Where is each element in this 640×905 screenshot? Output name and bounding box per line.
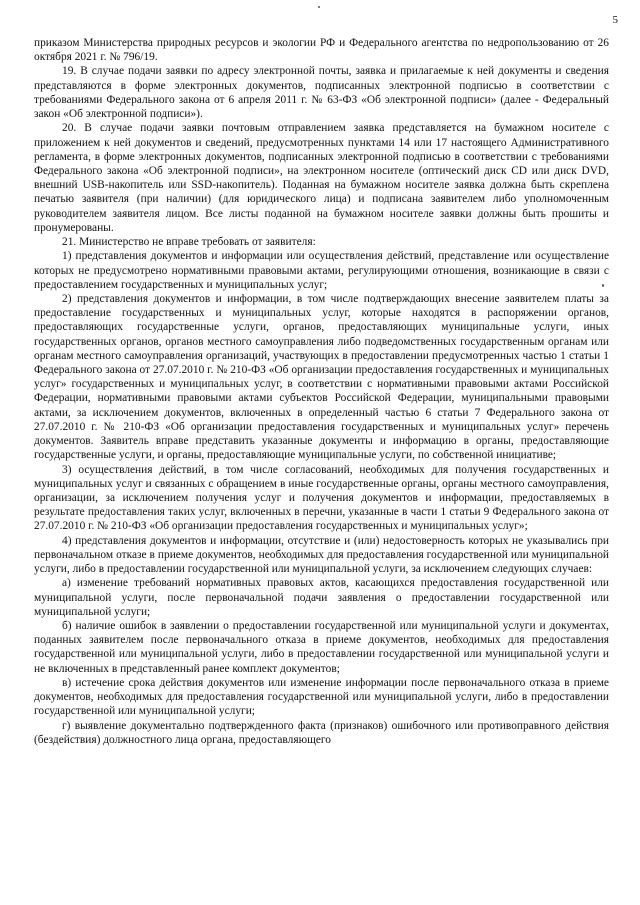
page-number: 5 xyxy=(612,14,618,26)
list-item-1: 1) представления документов и информации или осуществления действий, представление или осуществление которых не предусмотрено нормативными правовыми актами, регулирующими отношения, возникающие в связи с предоставлением государственных и муниципальных услуг; xyxy=(34,250,609,291)
paragraph-19: 19. В случае подачи заявки по адресу электронной почты, заявка и прилагаемые к ней документы и сведения представляются в форме электронных документов, подписанных электронной подписью в соответствии с требованиями Федерального закона от 6 апреля 2011 г. № 63-ФЗ «Об электронной подписи» (далее - Федеральный закон «Об электронной подписи»). xyxy=(34,65,609,121)
sub-item-a: а) изменение требований нормативных правовых актов, касающихся предоставления государственной или муниципальной услуги, после первоначальной подачи заявления о предоставлении государственной или муниципальной услуги; xyxy=(34,577,609,618)
sub-item-v: в) истечение срока действия документов или изменение информации после первоначального отказа в приеме документов, необходимых для предоставления государственной или муниципальной услуги, либо в предоставлении государственной или муниципальной услуги; xyxy=(34,676,609,718)
sub-item-g: г) выявление документально подтвержденного факта (признаков) ошибочного или противоправного действия (бездействия) должностного лица органа, предоставляющего xyxy=(34,719,609,746)
paragraph-continuation: приказом Министерства природных ресурсов и экологии РФ и Федерального агентства по недропользованию от 26 октября 2021 г. № 796/19. xyxy=(34,37,609,64)
sub-item-b: б) наличие ошибок в заявлении о предоставлении государственной или муниципальной услуги и документах, поданных заявителем после первоначального отказа в приеме документов, необходимых для предоставления государственной или муниципальной услуги, либо в предоставлении государственной или муниципальной услуги и не включенных в представленный ранее комплект документов; xyxy=(34,619,609,675)
document-body xyxy=(34,36,609,747)
list-item-3: 3) осуществления действий, в том числе согласований, необходимых для получения государственных и муниципальных услуг и связанных с обращением в иные государственные органы, органы местного самоуправления, организации, за исключением получения услуг и получения документов и информации, предоставляемых в результате предоставления таких услуг, включенных в перечни, указанные в части 1 статьи 9 Федерального закона от 27.07.2010 г. № 210-ФЗ «Об организации предоставления государственных и муниципальных услуг»; xyxy=(34,463,609,533)
list-item-4: 4) представления документов и информации, отсутствие и (или) недостоверность которых не указывались при первоначальном отказе в приеме документов, необходимых для предоставления государственной или муниципальной услуги, либо в предоставлении государственной или муниципальной услуги, за исключением следующих случаев: xyxy=(34,534,609,576)
list-item-2: 2) представления документов и информации, в том числе подтверждающих внесение заявителем платы за предоставление государственных и муниципальных услуг, которые находятся в распоряжении органов, предоставляющих государственные услуги, органов, предоставляющих муниципальные услуги, иных государственных органов, органов местного самоуправления либо подведомственных государственным органам или органам местного самоуправления организаций, участвующих в предоставлении предусмотренных частью 1 статьи 1 Федерального закона от 27.07.2010 г. № 210-ФЗ «Об организации предоставления государственных и муниципальных услуг» государственных и муниципальных услуг, в соответствии с нормативными правовыми актами Российской Федерации, нормативными правовыми актами субъектов Российской Федерации, муниципальными правовыми актами, за исключением документов, включенных в определенный частью 6 статьи 7 Федерального закона от 27.07.2010 г. № 210-ФЗ «Об организации предоставления государственных и муниципальных услуг» перечень документов. Заявитель вправе представить указанные документы и информацию в органы, предоставляющие государственные услуги, и органы, предоставляющие муниципальные услуги, по собственной инициативе; xyxy=(34,292,609,462)
paragraph-21: 21. Министерство не вправе требовать от заявителя: xyxy=(62,236,316,249)
paragraph-20: 20. В случае подачи заявки почтовым отправлением заявка представляется на бумажном носителе с приложением к ней документов и сведений, предусмотренных пунктами 14 или 17 настоящего Административного регламента, в форме электронных документов, подписанных электронной подписью в соответствии с требованиями Федерального закона «Об электронной подписи», на электронном носителе (оптический диск CD или диск DVD, внешний USB-накопитель или SSD-накопитель). Поданная на бумажном носителе заявка должна быть скреплена печатью заявителя (при наличии) (для юридического лица) и подписана заявителем либо уполномоченным руководителем заявителя лицом. Все листы поданной на бумажном носителе заявки должны быть прошиты и пронумерованы. xyxy=(34,122,609,234)
scan-speck xyxy=(318,6,320,8)
